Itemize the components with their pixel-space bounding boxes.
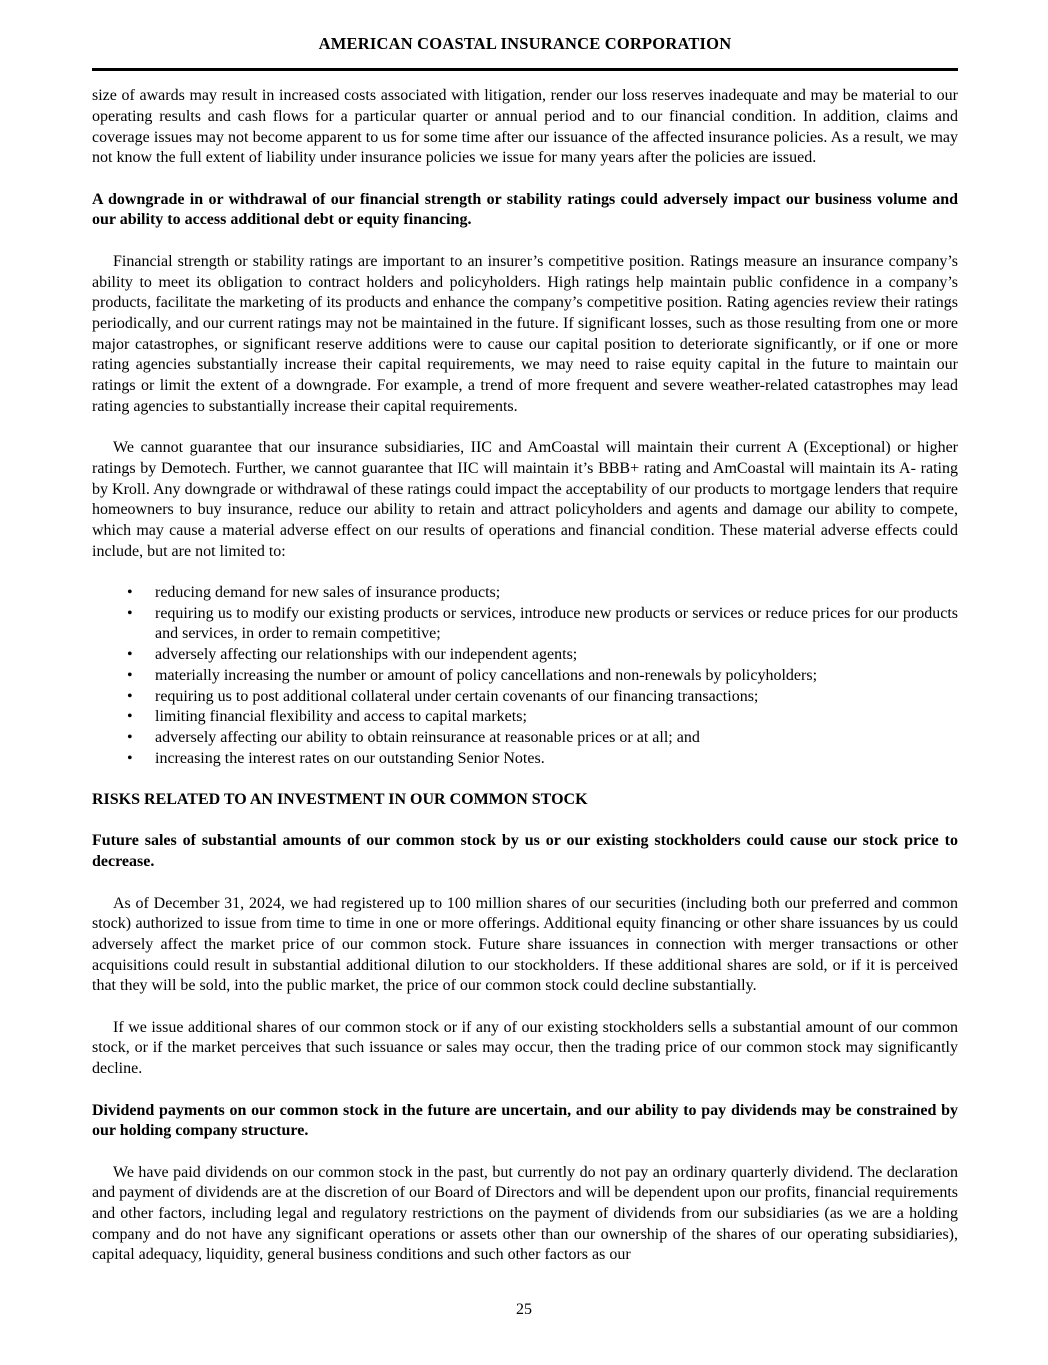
paragraph: If we issue additional shares of our common stock or if any of our existing stockholders sells a substantial amount of our common stock, or if the market perceives that such issuance or sales may occur, then the trading price of our common stock may significantly decline. [92,1018,958,1078]
risk-heading: Dividend payments on our common stock in the future are uncertain, and our ability to pay dividends may be constrained by our holding company structure. [92,1101,958,1140]
bullet-list [92,583,958,769]
document-header-title: AMERICAN COASTAL INSURANCE CORPORATION [318,34,732,53]
bullet-item: • materially increasing the number or amount of policy cancellations and non-renewals by policyholders; [125,666,958,687]
bullet-item: • increasing the interest rates on our outstanding Senior Notes. [125,749,958,770]
bullet-item: • adversely affecting our relationships with our independent agents; [125,645,958,666]
paragraph: As of December 31, 2024, we had registered up to 100 million shares of our securities (including both our preferred and common stock) authorized to issue from time to time in one or more offerings. Additional equity financing or other share issuances by us could adversely affect the market price of our common stock. Future share issuances in connection with merger transactions or other acquisitions could result in substantial additional dilution to our stockholders. If these additional shares are sold, or if it is perceived that they will be sold, into the public market, the price of our common stock could decline substantially. [92,894,958,995]
bullet-item: • limiting financial flexibility and access to capital markets; [125,707,958,728]
section-heading: RISKS RELATED TO AN INVESTMENT IN OUR COMMON STOCK [92,791,588,809]
paragraph: size of awards may result in increased costs associated with litigation, render our loss reserves inadequate and may be material to our operating results and cash flows for a particular quarter or annual period and to our financial condition. In addition, claims and coverage issues may not become apparent to us for some time after our issuance of the affected insurance policies. As a result, we may not know the full extent of liability under insurance policies we issue for many years after the policies are issued. [92,87,958,167]
paragraph: Financial strength or stability ratings are important to an insurer’s competitive position. Ratings measure an insurance company’s ability to meet its obligation to contract holders and policyholders. High ratings help maintain public confidence in a company’s products, facilitate the marketing of its products and enhance the company’s competitive position. Rating agencies review their ratings periodically, and our current ratings may not be maintained in the future. If significant losses, such as those resulting from one or more major catastrophes, or significant reserve additions were to cause our capital position to deteriorate significantly, or if one or more rating agencies substantially increase their capital requirements, we may need to raise equity capital in the future to maintain our ratings or limit the extent of a downgrade. For example, a trend of more frequent and severe weather-related catastrophes may lead rating agencies to substantially increase their capital requirements. [92,252,958,415]
header-rule [92,68,958,72]
bullet-item: • requiring us to post additional collateral under certain covenants of our financing transactions; [125,687,958,708]
document-body [92,86,958,1266]
bullet-item: • requiring us to modify our existing products or services, introduce new products or services or reduce prices for our products and services, in order to remain competitive; [125,604,958,645]
bullet-item: • reducing demand for new sales of insurance products; [125,583,958,604]
paragraph: We have paid dividends on our common stock in the past, but currently do not pay an ordinary quarterly dividend. The declaration and payment of dividends are at the discretion of our Board of Directors and will be dependent upon our profits, financial requirements and other factors, including legal and regulatory restrictions on the payment of dividends from our subsidiaries (as we are a holding company and do not have any significant operations or assets other than our ownership of the shares of our operating subsidiaries), capital adequacy, liquidity, general business conditions and such other factors as our [92,1163,958,1264]
bullet-item: • adversely affecting our ability to obtain reinsurance at reasonable prices or at all; and [125,728,958,749]
paragraph: We cannot guarantee that our insurance subsidiaries, IIC and AmCoastal will maintain their current A (Exceptional) or higher ratings by Demotech. Further, we cannot guarantee that IIC will maintain it’s BBB+ rating and AmCoastal will maintain its A- rating by Kroll. Any downgrade or withdrawal of these ratings could impact the acceptability of our products to mortgage lenders that require homeowners to buy insurance, reduce our ability to retain and attract policyholders and agents and damage our ability to compete, which may cause a material adverse effect on our results of operations and financial condition. These material adverse effects could include, but are not limited to: [92,439,958,560]
risk-heading: A downgrade in or withdrawal of our financial strength or stability ratings could adversely impact our business volume and our ability to access additional debt or equity financing. [92,190,958,229]
risk-heading: Future sales of substantial amounts of our common stock by us or our existing stockholders could cause our stock price to decrease. [92,832,958,871]
page-number: 25 [516,1301,532,1318]
